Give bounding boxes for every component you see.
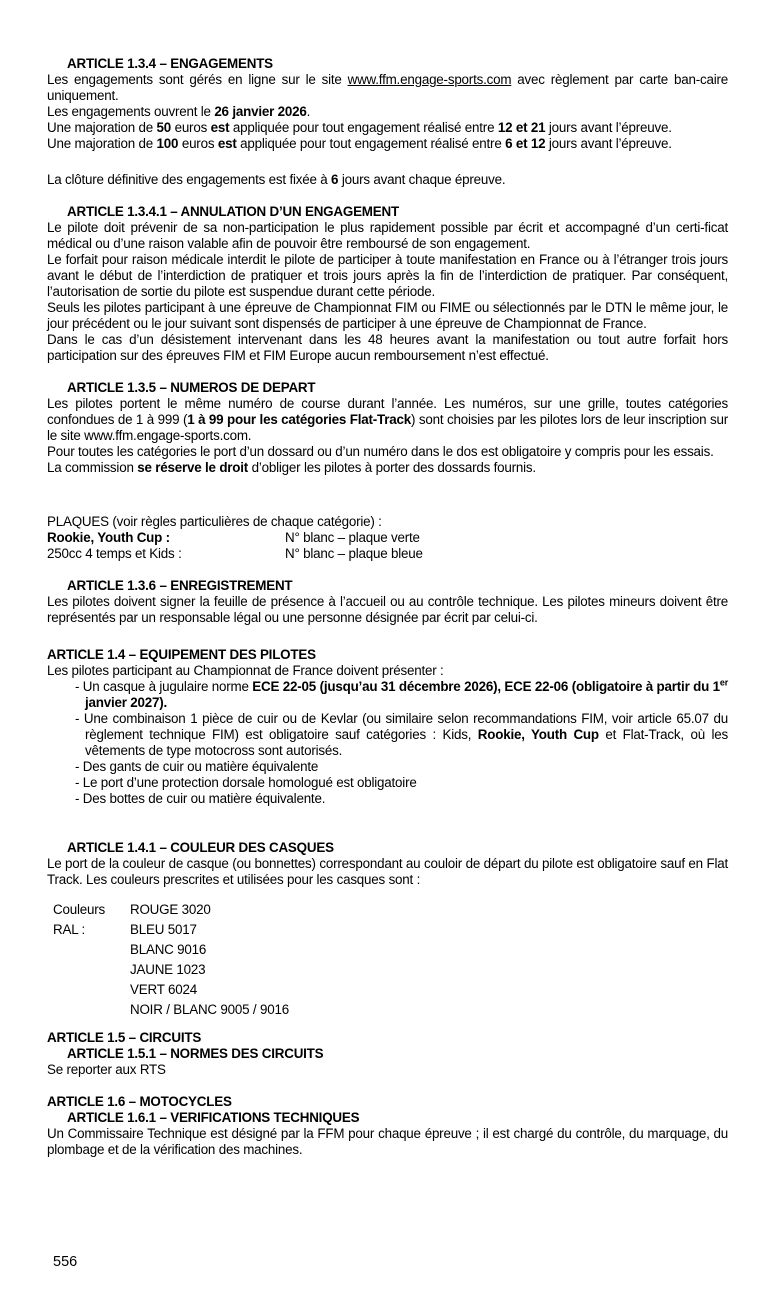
text-run: Les engagements ouvrent le (47, 104, 215, 119)
text-run: euros (178, 136, 218, 151)
plate-color-value: N° blanc – plaque bleue (285, 546, 423, 561)
text-run: ARTICLE 1.5 – CIRCUITS (47, 1030, 202, 1045)
ral-label: Couleurs RAL : (53, 902, 105, 937)
plate-row (47, 530, 728, 546)
text-run: est (210, 120, 230, 135)
list-item (47, 791, 728, 807)
paragraph (47, 104, 728, 120)
blank-line (47, 364, 728, 380)
plate-category-label: Rookie, Youth Cup : (47, 530, 170, 545)
blank-line (47, 807, 728, 840)
article-heading (47, 1094, 728, 1110)
text-run: euros (171, 120, 211, 135)
text-run: et Flat-Track, où les vêtements de type motocross sont autorisés. (85, 727, 728, 758)
page-number: 556 (53, 1254, 78, 1270)
paragraph (47, 444, 728, 460)
text-run: janvier 2027). (85, 695, 168, 710)
text-run: ARTICLE 1.5.1 – NORMES DES CIRCUITS (67, 1046, 324, 1061)
text-run: Le pilote doit prévenir de sa non-participation le plus rapidement possible par écrit et accompagné d’un certi-ficat médical ou d’une raison valable afin de pouvoir être remboursé de son engagement. (47, 220, 728, 251)
text-run: avec règlement par carte ban-caire uniquement. (47, 72, 728, 103)
text-run: Se reporter aux RTS (47, 1062, 166, 1077)
paragraph (47, 1126, 728, 1158)
text-run: La clôture définitive des engagements est fixée à (47, 172, 332, 187)
text-run: Les pilotes participant au Championnat de France doivent présenter : (47, 663, 444, 678)
text-run: ARTICLE 1.3.4 – ENGAGEMENTS (67, 56, 273, 71)
article-heading (47, 1030, 728, 1046)
list-item (47, 759, 728, 775)
text-run: 100 (156, 136, 179, 151)
text-run: Rookie, Youth Cup (477, 727, 599, 742)
paragraph (47, 220, 728, 252)
blank-line (47, 626, 728, 647)
text-run: se réserve le droit (137, 460, 249, 475)
plate-color-value: N° blanc – plaque verte (285, 530, 420, 545)
text-run: - Un casque à jugulaire norme (75, 679, 253, 694)
link-url[interactable]: www.ffm.engage-sports.com (347, 72, 512, 87)
text-run: 6 et 12 (505, 136, 546, 151)
text-run: Le port de la couleur de casque (ou bonnettes) correspondant au couloir de départ du pilote est obligatoire sauf en Flat Track. Les couleurs prescrites et utilisées pour les casques sont : (47, 856, 728, 887)
text-run: - Le port d’une protection dorsale homologué est obligatoire (75, 775, 417, 790)
list-item (47, 679, 728, 711)
text-run: ARTICLE 1.4 – EQUIPEMENT DES PILOTES (47, 647, 316, 662)
text-run: - Une combinaison 1 pièce de cuir ou de Kevlar (ou similaire selon recommandations FIM, voir article 65.07 du règlement technique FIM) est obligatoire sauf catégories : Kids, (75, 711, 728, 742)
text-run: ) sont choisies par les pilotes lors de leur inscription sur le site www.ffm.engage-sports.com. (47, 412, 728, 443)
text-run: Une majoration de (47, 136, 157, 151)
text-run: 1 à 99 pour les catégories Flat-Track (187, 412, 411, 427)
article-heading (47, 204, 728, 220)
blank-line (47, 188, 728, 204)
text-run: - Des bottes de cuir ou matière équivalente. (75, 791, 326, 806)
blank-line (47, 1020, 728, 1030)
text-run: jours avant chaque épreuve. (338, 172, 506, 187)
ral-color-value: JAUNE 1023 (130, 962, 206, 977)
document-body (47, 56, 728, 1158)
ral-colors-table (47, 900, 728, 1020)
text-run: Dans le cas d’un désistement intervenant dans les 48 heures avant la manifestation ou tout autre forfait hors participation sur des épreuves FIM et FIM Europe aucun remboursement n’est effectué. (47, 332, 728, 363)
text-run: La commission (47, 460, 138, 475)
paragraph (47, 396, 728, 444)
text-run: ECE 22-05 (jusqu’au 31 décembre 2026), ECE 22-06 (obligatoire à partir du 1 (252, 679, 720, 694)
text-run: est (217, 136, 237, 151)
paragraph (47, 72, 728, 104)
blank-line (47, 152, 728, 172)
text-run: ARTICLE 1.3.4.1 – ANNULATION D’UN ENGAGEMENT (67, 204, 399, 219)
paragraph (47, 120, 728, 136)
text-run: Les pilotes portent le même numéro de course durant l’année. Les numéros, sur une grille, toutes catégories confondues de 1 à 999 ( (47, 396, 728, 427)
text-run: jours avant l’épreuve. (545, 136, 672, 151)
ral-color-value: NOIR / BLANC 9005 / 9016 (130, 1002, 289, 1017)
list-item (47, 711, 728, 759)
text-run: jours avant l’épreuve. (545, 120, 672, 135)
text-run: d’obliger les pilotes à porter des dossards fournis. (248, 460, 536, 475)
ral-color-value: ROUGE 3020 (130, 902, 211, 917)
paragraph (47, 300, 728, 332)
plate-category-label: 250cc 4 temps et Kids : (47, 546, 182, 561)
blank-line (47, 1078, 728, 1094)
text-run: 12 et 21 (497, 120, 546, 135)
text-run: - Des gants de cuir ou matière équivalente (75, 759, 319, 774)
text-run: Pour toutes les catégories le port d’un dossard ou d’un numéro dans le dos est obligatoire y compris pour les essais. (47, 444, 714, 459)
text-run: . (306, 104, 311, 119)
text-run: ARTICLE 1.6 – MOTOCYCLES (47, 1094, 232, 1109)
plate-row (47, 546, 728, 562)
blank-line (47, 888, 728, 900)
article-heading (47, 1110, 728, 1126)
article-heading (47, 380, 728, 396)
text-run: 6 (331, 172, 339, 187)
blank-line (47, 476, 728, 514)
ral-color-value: BLEU 5017 (130, 922, 197, 937)
list-item (47, 775, 728, 791)
text-run: Les pilotes doivent signer la feuille de présence à l’accueil ou au contrôle technique. Les pilotes mineurs doivent être représentés par un responsable légal ou une personne désignée par écrit par celui-ci. (47, 594, 728, 625)
paragraph (47, 663, 728, 679)
text-run: 50 (156, 120, 172, 135)
paragraph (47, 136, 728, 152)
text-run: appliquée pour tout engagement réalisé entre (229, 120, 498, 135)
text-run: PLAQUES (voir règles particulières de chaque catégorie) : (47, 514, 382, 529)
text-run: Seuls les pilotes participant à une épreuve de Championnat FIM ou FIME ou sélectionnés par le DTN le même jour, le jour précédent ou le jour suivant sont dispensés de participer à une épreuve de Championnat de France. (47, 300, 728, 331)
text-run: Les engagements sont gérés en ligne sur le site (47, 72, 348, 87)
paragraph (47, 856, 728, 888)
blank-line (47, 562, 728, 578)
article-heading (47, 840, 728, 856)
paragraph (47, 460, 728, 476)
paragraph (47, 332, 728, 364)
text-run: ARTICLE 1.4.1 – COULEUR DES CASQUES (67, 840, 334, 855)
text-run: ARTICLE 1.6.1 – VERIFICATIONS TECHNIQUES (67, 1110, 360, 1125)
text-run: 26 janvier 2026 (214, 104, 307, 119)
article-heading (47, 647, 728, 663)
paragraph (47, 594, 728, 626)
article-heading (47, 578, 728, 594)
text-run: Un Commissaire Technique est désigné par la FFM pour chaque épreuve ; il est chargé du contrôle, du marquage, du plombage et de la vérification des machines. (47, 1126, 728, 1157)
text-run: ARTICLE 1.3.5 – NUMEROS DE DEPART (67, 380, 316, 395)
article-heading (47, 56, 728, 72)
text-run: er (719, 677, 729, 688)
plate-table (47, 530, 728, 562)
article-heading (47, 1046, 728, 1062)
text-run: Le forfait pour raison médicale interdit le pilote de participer à toute manifestation en France ou à l’étranger trois jours avant le début de l’interdiction de pratiquer et trois jours après la fin de l’interdiction de pratiquer. Par conséquent, l’autorisation de sortie du pilote est suspendue durant cette période. (47, 252, 728, 299)
text-run: appliquée pour tout engagement réalisé entre (236, 136, 506, 151)
ral-values (130, 900, 728, 1020)
paragraph (47, 1062, 728, 1078)
ral-color-value: VERT 6024 (130, 982, 197, 997)
text-run: Une majoration de (47, 120, 157, 135)
paragraph (47, 514, 728, 530)
text-run: ARTICLE 1.3.6 – ENREGISTREMENT (67, 578, 293, 593)
paragraph (47, 172, 728, 188)
paragraph (47, 252, 728, 300)
ral-color-value: BLANC 9016 (130, 942, 207, 957)
